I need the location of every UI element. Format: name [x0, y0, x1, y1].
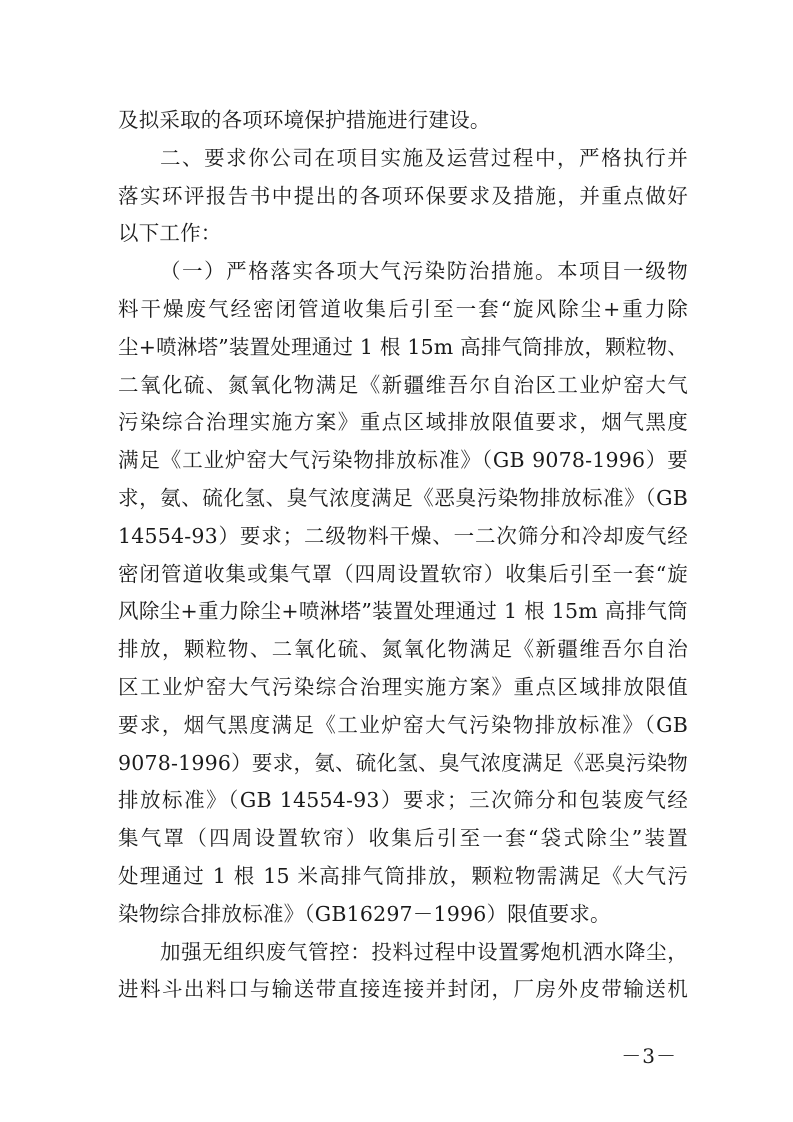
text-line: 落实环评报告书中提出的各项环保要求及措施，并重点做好 — [118, 183, 688, 208]
text-line: 区工业炉窑大气污染综合治理实施方案》重点区域排放限值 — [118, 674, 688, 699]
text-line: 要求，烟气黑度满足《工业炉窑大气污染物排放标准》（GB — [118, 712, 688, 737]
page-number: －3－ — [621, 1044, 677, 1068]
text-line: 尘+喷淋塔”装置处理通过 1 根 15m 高排气筒排放，颗粒物、 — [118, 334, 688, 359]
body-text — [118, 102, 688, 1009]
text-line: 进料斗出料口与输送带直接连接并封闭，厂房外皮带输送机 — [118, 977, 688, 1002]
text-line: 密闭管道收集或集气罩（四周设置软帘）收集后引至一套“旋 — [118, 561, 688, 586]
text-line: 料干燥废气经密闭管道收集后引至一套“旋风除尘+重力除 — [118, 296, 688, 321]
text-line: 14554-93）要求；二级物料干燥、一二次筛分和冷却废气经 — [118, 523, 688, 548]
text-line: 以下工作： — [118, 221, 222, 246]
text-line: 风除尘+重力除尘+喷淋塔”装置处理通过 1 根 15m 高排气筒 — [118, 599, 688, 624]
text-line: 9078-1996）要求，氨、硫化氢、臭气浓度满足《恶臭污染物 — [118, 750, 688, 775]
text-line: 集气罩（四周设置软帘）收集后引至一套“袋式除尘”装置 — [118, 826, 688, 851]
text-line: 求，氨、硫化氢、臭气浓度满足《恶臭污染物排放标准》（GB — [118, 485, 688, 510]
text-line: 二氧化硫、氮氧化物满足《新疆维吾尔自治区工业炉窑大气 — [118, 372, 688, 397]
text-line: 处理通过 1 根 15 米高排气筒排放，颗粒物需满足《大气污 — [118, 863, 688, 888]
text-line: 排放标准》（GB 14554-93）要求；三次筛分和包装废气经 — [118, 788, 688, 813]
text-line: 污染综合治理实施方案》重点区域排放限值要求，烟气黑度 — [118, 410, 688, 435]
text-line: 染物综合排放标准》（GB16297－1996）限值要求。 — [118, 901, 611, 926]
text-line: 满足《工业炉窑大气污染物排放标准》（GB 9078-1996）要 — [118, 448, 688, 473]
text-line: （一）严格落实各项大气污染防治措施。本项目一级物 — [160, 259, 688, 284]
text-line: 排放，颗粒物、二氧化硫、氮氧化物满足《新疆维吾尔自治 — [118, 637, 688, 662]
text-line: 加强无组织废气管控：投料过程中设置雾炮机洒水降尘， — [160, 939, 688, 964]
text-line: 及拟采取的各项环境保护措施进行建设。 — [118, 108, 491, 132]
text-line: 二、要求你公司在项目实施及运营过程中，严格执行并 — [160, 145, 688, 170]
